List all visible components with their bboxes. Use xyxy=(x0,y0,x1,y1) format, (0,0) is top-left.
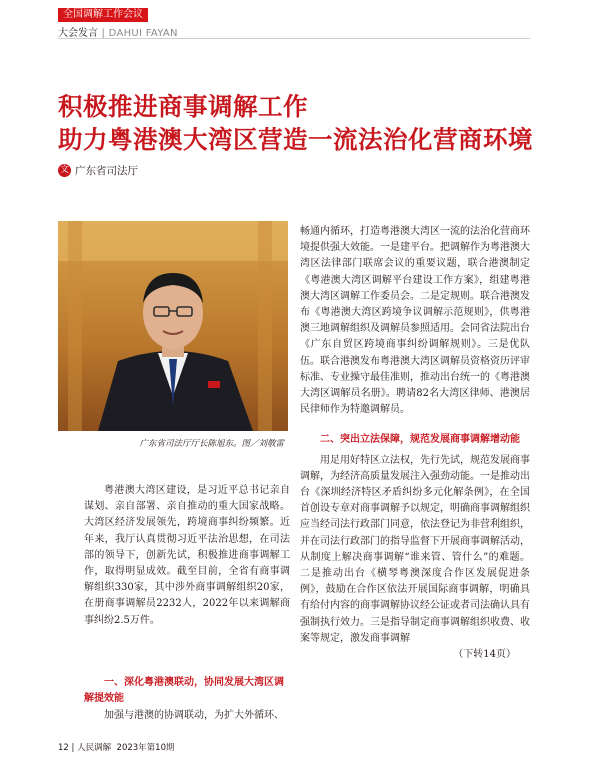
author-icon: 文 xyxy=(59,165,69,175)
author-line xyxy=(58,163,138,178)
footer-separator: | xyxy=(68,743,78,753)
magazine-name: 人民调解 xyxy=(77,743,112,753)
heading-one-block xyxy=(84,675,290,707)
header-rule xyxy=(58,38,530,39)
article-title-line2: 助力粤港澳大湾区营造一流法治化营商环境 xyxy=(58,125,533,154)
section-label xyxy=(58,24,178,39)
speaker-photo xyxy=(58,221,288,431)
left-column-bottom xyxy=(84,708,290,724)
intro-paragraph: 粤港澳大湾区建设，是习近平总书记亲自谋划、亲自部署、亲自推动的重大国家战略。大湾区经济发展领先，跨境商事纠纷频繁。近年来，我厅认真贯彻习近平法治思想，在司法部的领导下，创新先试，积极推进商事调解工作，取得明显成效。截至目前，全省有商事调解组织330家，其中涉外商事调解组织20家，在册商事调解员2232人，2022年以来调解商事纠纷2.5万件。 xyxy=(84,485,290,626)
section-heading-2: 二、突出立法保障，规范发展商事调解增动能 xyxy=(320,434,520,446)
author-name: 广东省司法厅 xyxy=(75,165,138,177)
section-en: DAHUI FAYAN xyxy=(108,28,178,39)
section-heading-1: 一、深化粤港澳联动，协同发展大湾区调解提效能 xyxy=(84,677,284,705)
section1-paragraph-start: 加强与港澳的协调联动，为扩大外循环、 xyxy=(104,710,284,721)
section-separator: | xyxy=(98,28,109,39)
section1-paragraph-continued: 畅通内循环，打造粤港澳大湾区一流的法治化营商环境提供强大效能。一是建平台。把调解作为粤港澳大湾区法律部门联席会议的重要议题，联合港澳制定《粤港澳大湾区调解平台建设工作方案》，组建粤港澳大湾区调解工作委员会。二是定规则。联合港澳发布《粤港澳大湾区跨境争议调解示范规则》，供粤港澳三地调解组织及调解员参照适用。会同省法院出台《广东自贸区跨境商事纠纷调解规则》。三是优队伍。联合港澳发布粤港澳大湾区调解员资格资历评审标准、专业操守最佳准则，推动出台统一的《粤港澳大湾区调解员名册》。聘请82名大湾区律师、港澳居民律师作为特邀调解员。 xyxy=(300,226,530,416)
left-column xyxy=(84,483,290,629)
turn-page-note: （下转14页） xyxy=(453,649,516,661)
section-cn: 大会发言 xyxy=(58,28,98,39)
speaker-photo-illustration xyxy=(58,221,288,431)
photo-caption: 广东省司法厅厅长陈旭东。图／刘敬雷 xyxy=(139,439,284,449)
page-number: 12 xyxy=(58,743,69,753)
right-column xyxy=(300,224,530,663)
column-tag: 全国调解工作会议 xyxy=(58,8,148,22)
issue-number: 2023年第10期 xyxy=(116,743,175,753)
article-title-line1: 积极推进商事调解工作 xyxy=(58,92,308,121)
page-footer xyxy=(58,741,174,753)
section2-paragraph: 用足用好特区立法权，先行先试，规范发展商事调解，为经济高质量发展注入强劲动能。一是推动出台《深圳经济特区矛盾纠纷多元化解条例》，在全国首创设专章对商事调解予以规定，明确商事调解组织应当经司法行政部门同意，依法登记为非营利组织，并在司法行政部门的指导监督下开展商事调解活动，从制度上解决商事调解“谁来管、管什么”的难题。二是推动出台《横琴粤澳深度合作区发展促进条例》，鼓励在合作区依法开展国际商事调解，明确具有给付内容的商事调解协议经公证或者司法确认具有强制执行效力。三是指导制定商事调解组织收费、收案等规定，激发商事调解 xyxy=(300,454,530,644)
